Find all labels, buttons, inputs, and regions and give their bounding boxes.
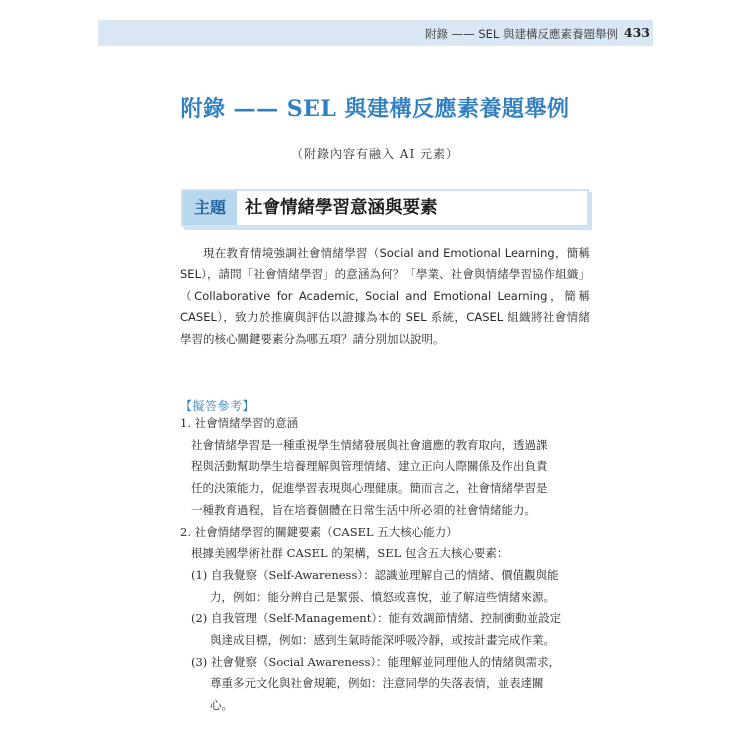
answer-line: 根據美國學術社群 CASEL 的架構，SEL 包含五大核心要素： bbox=[191, 546, 509, 561]
appendix-title: 附錄 —— SEL 與建構反應素養題舉例 bbox=[180, 96, 570, 122]
answer-heading-2: 2. 社會情緒學習的關鍵要素（CASEL 五大核心能力） bbox=[180, 524, 458, 539]
answer-item: (1) 自我覺察（Self-Awareness）：認識並理解自己的情緒、價值觀與能 bbox=[191, 567, 559, 582]
answer-item-cont: 心。 bbox=[210, 698, 233, 713]
answer-line: 社會情緒學習是一種重視學生情緒發展與社會適應的教育取向，透過課 bbox=[191, 437, 548, 452]
answer-item: (2) 自我管理（Self-Management）：能有效調節情緒、控制衝動並設定 bbox=[191, 611, 562, 626]
answer-item-cont: 力，例如：能分辨自己是緊張、憤怒或喜悅，並了解這些情緒來源。 bbox=[210, 589, 555, 604]
reference-heading: 【擬答參考】 bbox=[180, 399, 256, 413]
answer-line: 任的決策能力，促進學習表現與心理健康。簡而言之，社會情緒學習是 bbox=[191, 481, 548, 496]
answer-item-cont: 尊重多元文化與社會規範，例如：注意同學的失落表情，並表達關 bbox=[210, 676, 544, 691]
page-number: 433 bbox=[623, 25, 650, 40]
topic-tag: 主題 bbox=[183, 191, 237, 225]
answer-line: 一種教育過程，旨在培養個體在日常生活中所必須的社會情緒能力。 bbox=[191, 502, 536, 517]
running-head: 附錄 —— SEL 與建構反應素養題舉例 bbox=[425, 27, 618, 41]
topic-banner bbox=[181, 189, 589, 227]
topic-title: 社會情緒學習意涵與要素 bbox=[245, 198, 438, 218]
appendix-note: （附錄內容有融入 AI 元素） bbox=[290, 147, 460, 161]
answer-item: (3) 社會覺察（Social Awareness）：能理解並同理他人的情緒與需求， bbox=[191, 654, 561, 669]
answer-item-cont: 與達成目標，例如：感到生氣時能深呼吸冷靜，或按計畫完成作業。 bbox=[210, 633, 555, 647]
question-paragraph: 現在教育情境強調社會情緒學習（Social and Emotional Learning，簡稱 SEL），請問「社會情緒學習」的意涵為何？「學業、社會與情緒學習協作組織」（Collaborative for Academic, Social and Emotional Learning，簡稱 CASEL），致力於推廣與評估以證據為本的 SEL 系統，CASEL 組織將社會情緒學習的核心關鍵要素分為哪五項？請分別加以說明。 bbox=[180, 246, 590, 346]
answer-heading-1: 1. 社會情緒學習的意涵 bbox=[180, 416, 299, 430]
answer-line: 程與活動幫助學生培養理解與管理情緒、建立正向人際關係及作出負責 bbox=[191, 459, 548, 474]
